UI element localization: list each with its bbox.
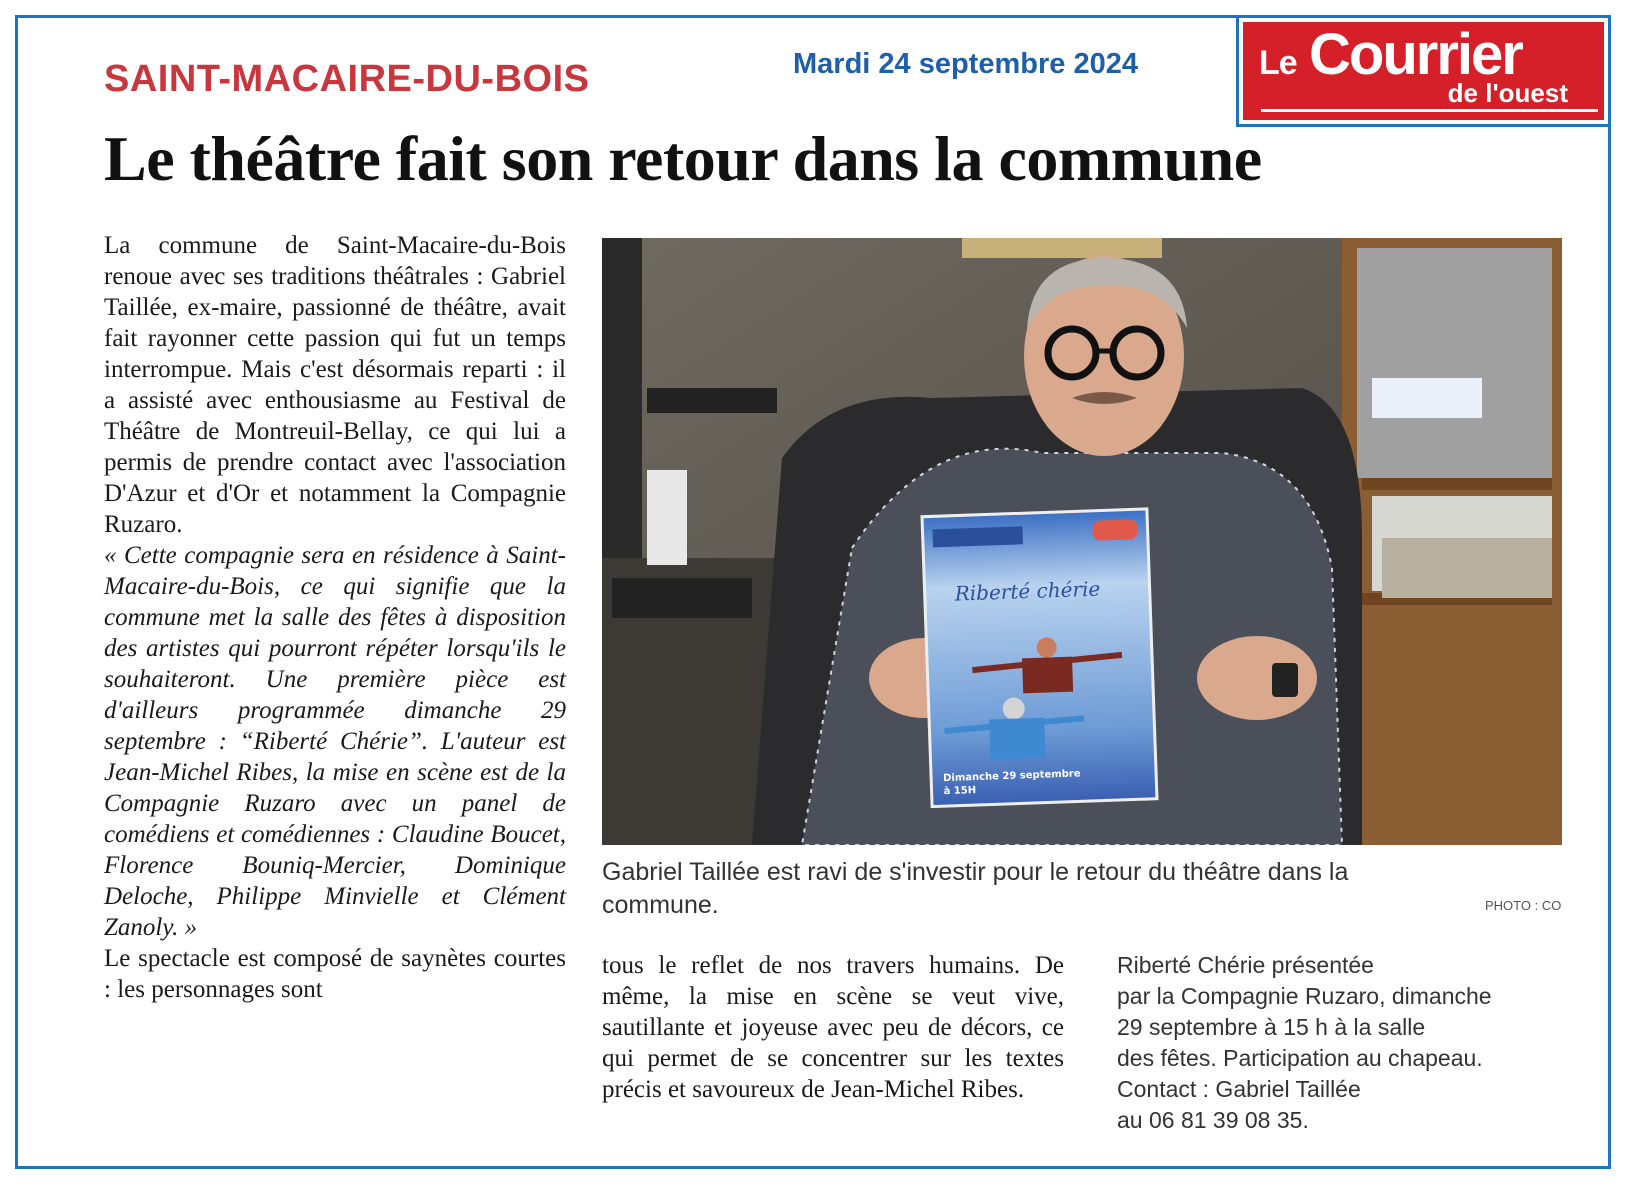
poster-date-line-2: à 15H bbox=[943, 785, 977, 798]
info-line: Riberté Chérie présentée bbox=[1117, 952, 1374, 978]
logo-background bbox=[1243, 22, 1604, 120]
paragraph-intro: La commune de Saint-Macaire-du-Bois renoue avec ses traditions théâtrales : Gabriel Taillée, ex-maire, passionné de théâtre, avait fait rayonner cette passion qui fut un temps interrompue. Mais c'est désormais reparti : il a assisté avec enthousiasme au Festival de Théâtre de Montreuil-Bellay, ce qui lui a permis de prendre contact avec l'association D'Azur et d'Or et notamment la Compagnie Ruzaro. bbox=[104, 232, 566, 538]
article-photo bbox=[602, 238, 1562, 845]
photo-illustration bbox=[602, 238, 1562, 845]
article-column-2 bbox=[602, 950, 1064, 1105]
paragraph-quote: « Cette compagnie sera en résidence à Saint-Macaire-du-Bois, ce qui signifie que la commune met la salle des fêtes à disposition des artistes qui pourront répéter lorsqu'ils le souhaiteront. Une première pièce est d'ailleurs programmée dimanche 29 septembre : “Riberté Chérie”. L'auteur est Jean-Michel Ribes, la mise en scène est de la Compagnie Ruzaro avec un panel de comédiens et comédiennes : Claudine Boucet, Florence Bouniq-Mercier, Dominique Deloche, Philippe Minvielle et Clément Zanoly. » bbox=[104, 542, 566, 941]
info-line: des fêtes. Participation au chapeau. bbox=[1117, 1045, 1483, 1071]
logo-underline bbox=[1261, 109, 1598, 112]
photo-caption: Gabriel Taillée est ravi de s'investir pour le retour du théâtre dans la commune. bbox=[602, 858, 1349, 919]
newspaper-logo bbox=[1236, 15, 1611, 127]
logo-ouest: de l'ouest bbox=[1447, 78, 1568, 108]
info-line: 29 septembre à 15 h à la salle bbox=[1117, 1014, 1426, 1040]
info-line: au 06 81 39 08 35. bbox=[1117, 1107, 1309, 1133]
article-column-1 bbox=[104, 230, 566, 1005]
paragraph-continuation: tous le reflet de nos travers humains. De même, la mise en scène se veut vive, sautillante et joyeuse avec peu de décors, ce qui permet de se concentrer sur les textes précis et savoureux de Jean-Michel Ribes. bbox=[602, 952, 1064, 1103]
paragraph-show: Le spectacle est composé de saynètes courtes : les personnages sont bbox=[104, 945, 566, 1003]
poster-date-line-1: Dimanche 29 septembre bbox=[942, 768, 1081, 785]
info-line: Contact : Gabriel Taillée bbox=[1117, 1076, 1361, 1102]
info-line: par la Compagnie Ruzaro, dimanche bbox=[1117, 983, 1492, 1009]
logo-courrier: Courrier bbox=[1309, 22, 1522, 87]
section-title: SAINT-MACAIRE-DU-BOIS bbox=[104, 58, 590, 100]
practical-info bbox=[1117, 950, 1557, 1136]
publication-date: Mardi 24 septembre 2024 bbox=[793, 48, 1138, 80]
headline: Le théâtre fait son retour dans la commune bbox=[104, 123, 1262, 194]
photo-credit: PHOTO : CO bbox=[1485, 898, 1562, 913]
logo-le: Le bbox=[1259, 44, 1297, 82]
poster-title: Riberté chérie bbox=[954, 576, 1101, 606]
